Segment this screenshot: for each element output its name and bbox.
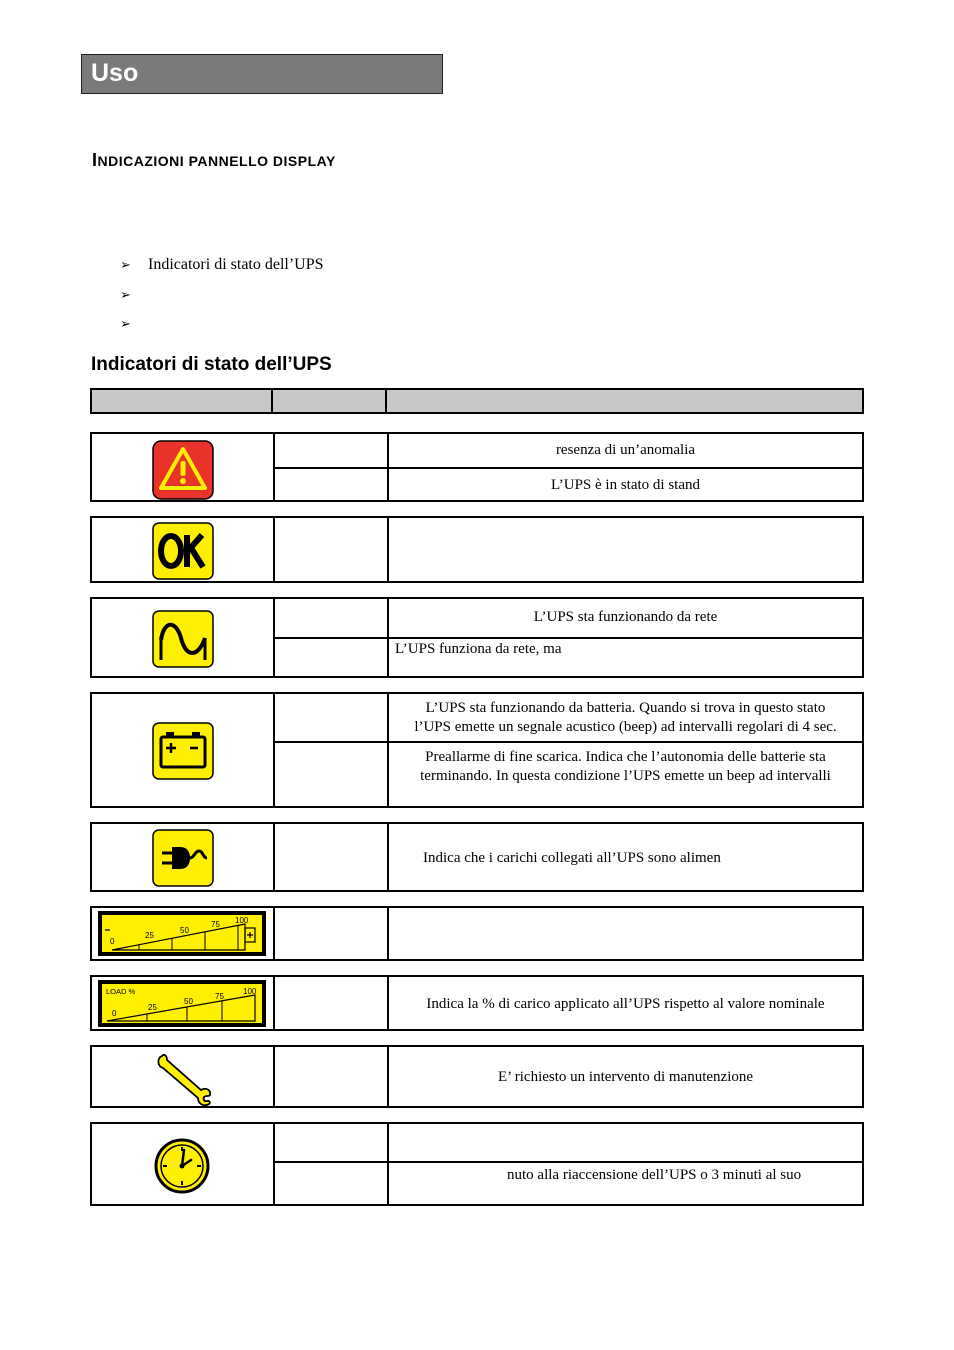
wrench-icon	[152, 1050, 222, 1108]
table-row	[90, 975, 864, 1031]
table-row	[90, 1045, 864, 1108]
section-banner	[81, 54, 443, 94]
ok-icon	[152, 522, 214, 580]
table-row	[90, 906, 864, 961]
battery-icon	[152, 722, 214, 780]
warning-icon	[152, 440, 214, 500]
scale-label: 50	[180, 926, 189, 935]
scale-label: 100	[235, 916, 249, 925]
table-row	[90, 597, 864, 678]
section-subheading: Indicatori di stato dell’UPS	[91, 354, 332, 375]
scale-label: 75	[215, 992, 224, 1001]
bullet-arrow-icon: ➢	[120, 288, 131, 303]
heading-rest: NDICAZIONI PANNELLO DISPLAY	[97, 153, 336, 169]
row-description: Indica la % di carico applicato all’UPS rispetto al valore nominale	[426, 996, 825, 1012]
scale-label: 50	[184, 997, 193, 1006]
bullet-arrow-icon: ➢	[120, 258, 131, 273]
scale-label: 0	[112, 1009, 117, 1018]
row-description: Preallarme di fine scarica. Indica che l’autonomia delle batterie sta	[425, 749, 826, 765]
scale-label: 75	[211, 920, 220, 929]
row-description: resenza di un’anomalia	[555, 442, 696, 458]
row-description: l’UPS emette un segnale acustico (beep) ad intervalli regolari di 4 sec.	[414, 719, 837, 735]
scale-label: 100	[243, 987, 257, 996]
plug-icon	[152, 829, 214, 887]
row-description: L’UPS sta funzionando da rete	[533, 609, 718, 625]
list-item	[120, 286, 148, 304]
row-description: terminando. In questa condizione l’UPS emette un beep ad intervalli	[420, 768, 831, 784]
table-row	[90, 822, 864, 892]
table-row	[90, 692, 864, 808]
bullet-arrow-icon: ➢	[120, 317, 131, 332]
list-item	[120, 256, 324, 274]
mains-sine-icon	[152, 610, 214, 668]
table-row	[90, 516, 864, 583]
heading-initial: I	[92, 150, 98, 170]
row-description: L’UPS è in stato di stand	[550, 477, 701, 493]
list-item	[120, 315, 148, 333]
scale-label: 0	[110, 937, 115, 946]
scale-label: 25	[148, 1003, 157, 1012]
clock-icon	[154, 1138, 210, 1194]
table-row	[90, 432, 864, 502]
row-description: Indica che i carichi collegati all’UPS sono alimen	[423, 850, 721, 866]
row-description: E’ richiesto un intervento di manutenzione	[497, 1069, 754, 1085]
battery-level-bar-icon	[97, 910, 267, 957]
load-label: LOAD %	[106, 987, 136, 996]
row-description: L’UPS funziona da rete, ma	[395, 641, 562, 657]
table-row	[90, 1122, 864, 1206]
row-description: L’UPS sta funzionando da batteria. Quando si trova in questo stato	[425, 700, 826, 716]
row-description: nuto alla riaccensione dell’UPS o 3 minuti al suo	[507, 1167, 802, 1183]
load-level-bar-icon	[97, 979, 267, 1028]
page-heading	[92, 150, 336, 171]
table-header-bar	[90, 388, 864, 414]
scale-label: 25	[145, 931, 154, 940]
list-item-text: Indicatori di stato dell’UPS	[148, 256, 324, 273]
section-title: Uso	[91, 59, 139, 87]
